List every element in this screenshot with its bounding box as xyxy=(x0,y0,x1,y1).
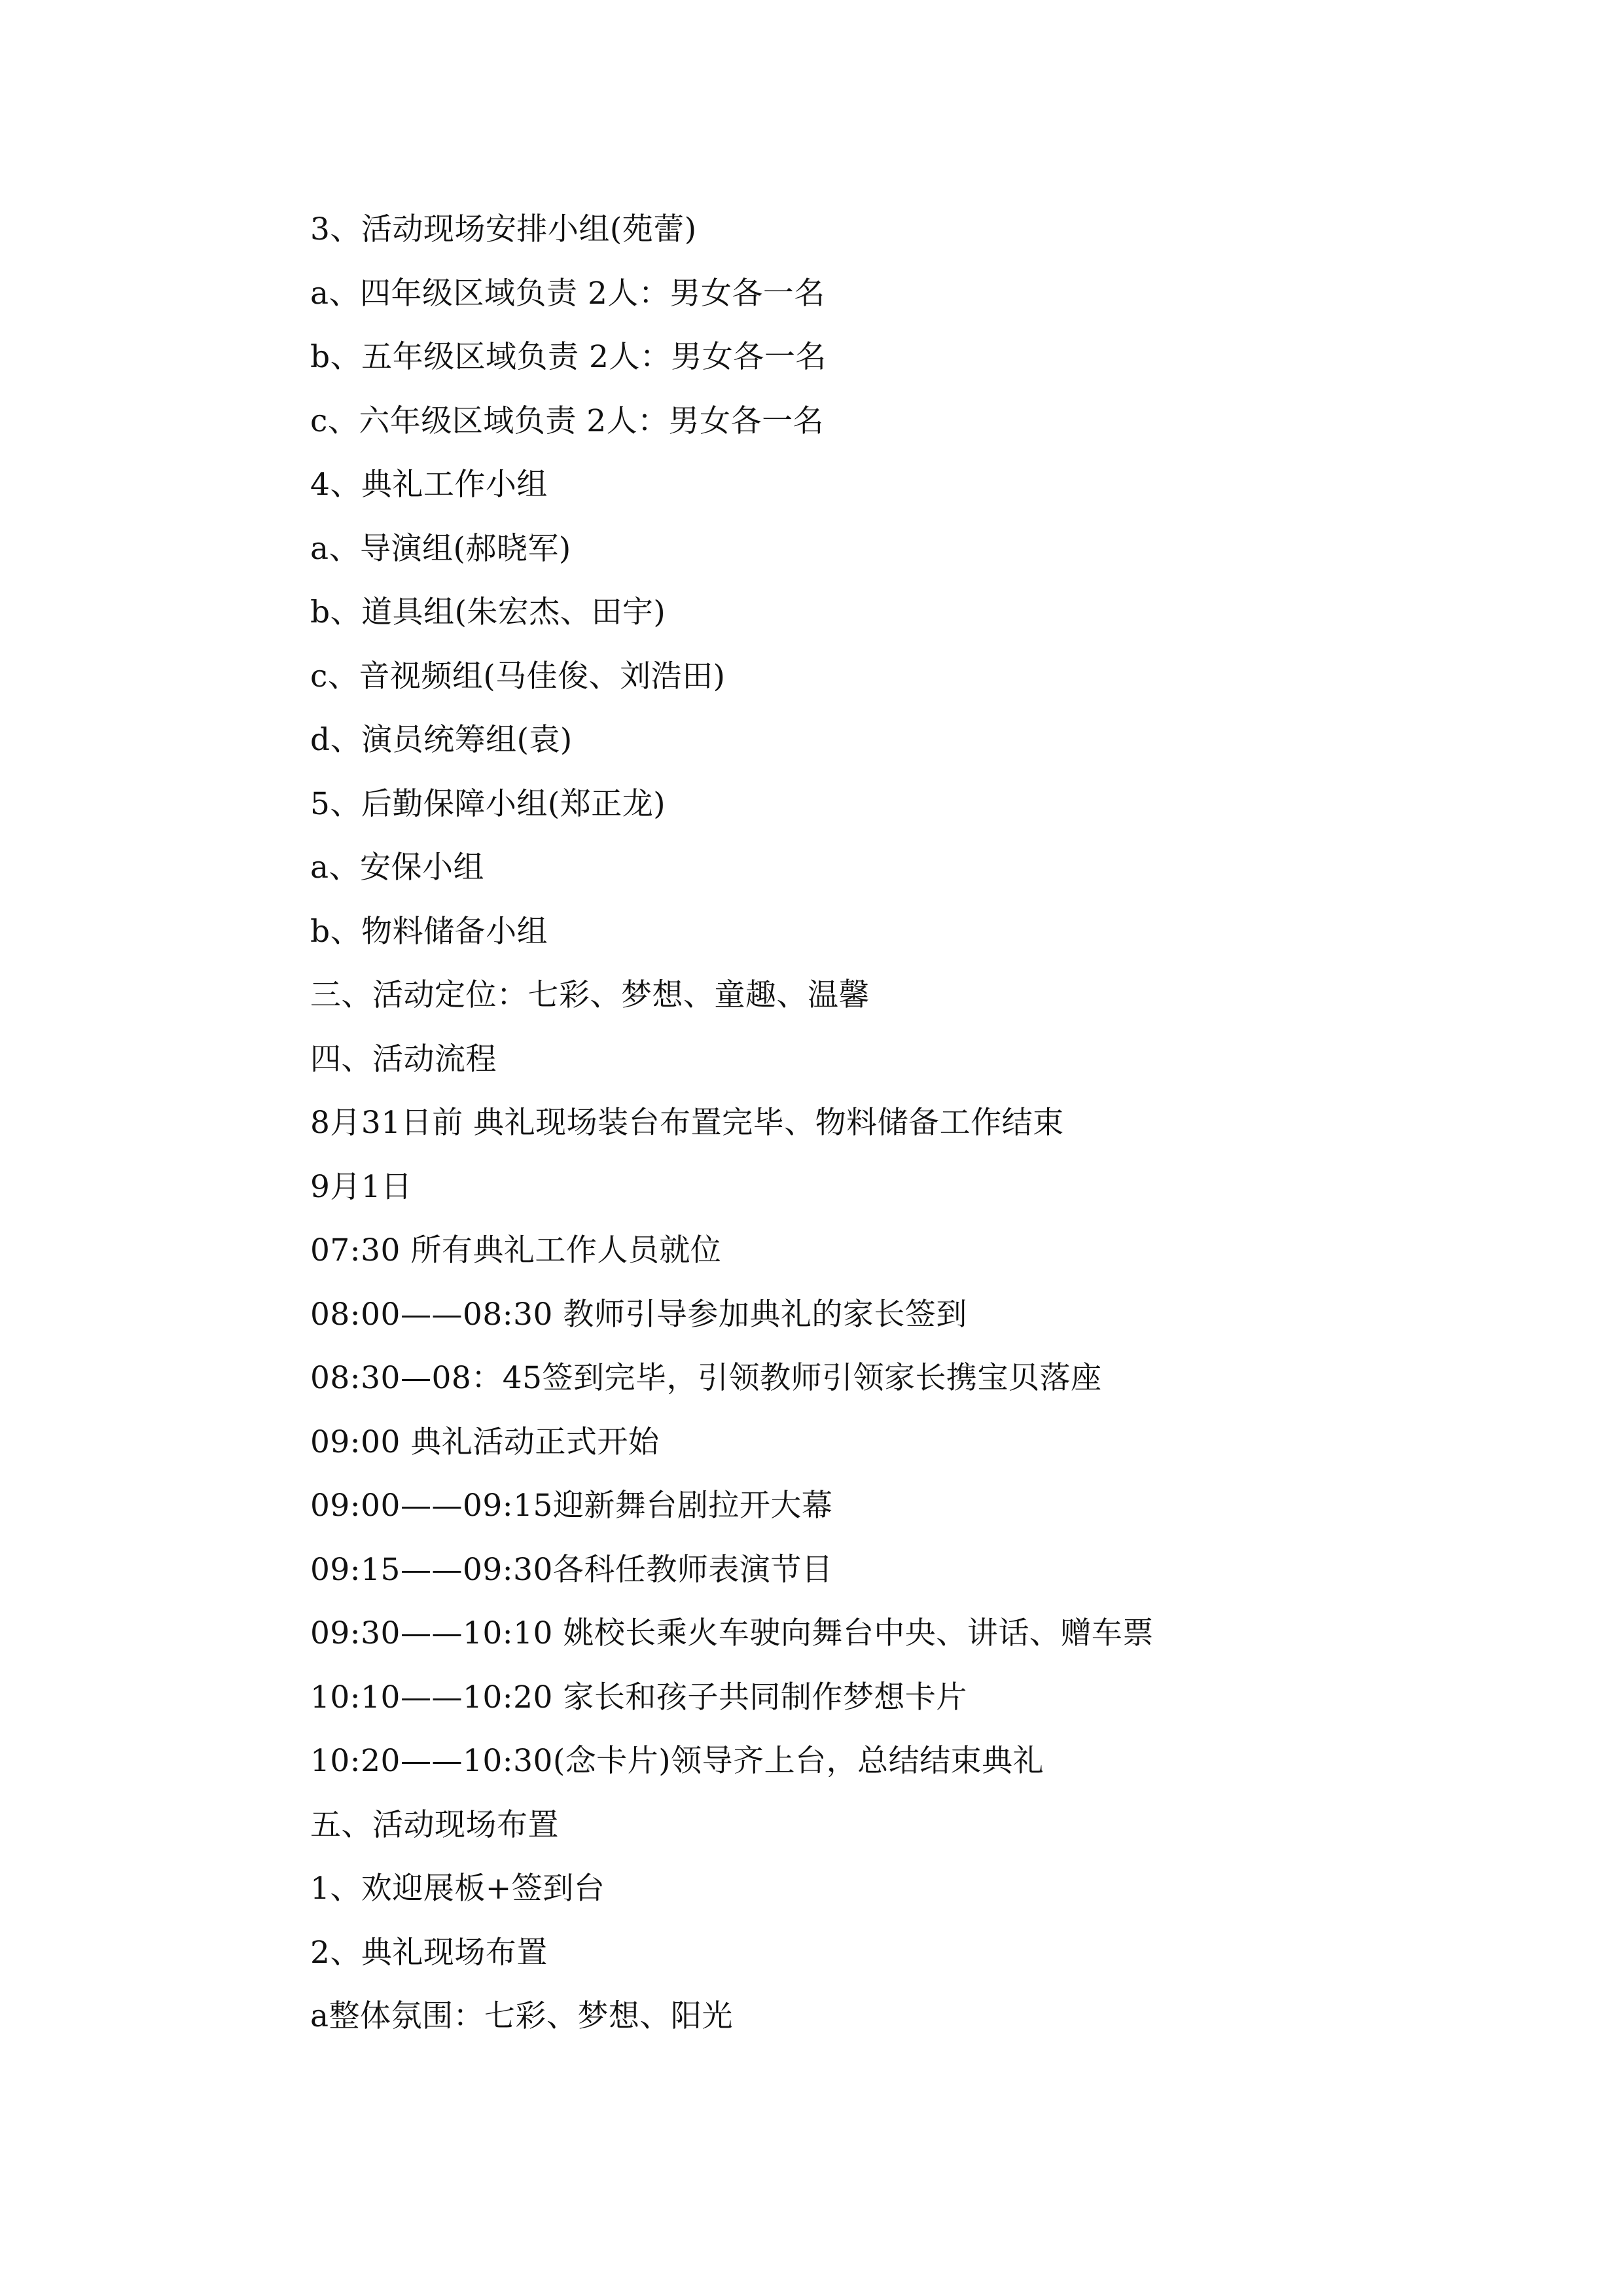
text-line: 10:10——10:20 家长和孩子共同制作梦想卡片 xyxy=(310,1679,967,1715)
document-body xyxy=(310,207,1488,2058)
text-line: 5、后勤保障小组(郑正龙) xyxy=(310,785,666,822)
text-line: c、音视频组(马佳俊、刘浩田) xyxy=(310,658,726,694)
text-line: 2、典礼现场布置 xyxy=(310,1934,548,1971)
text-line: b、五年级区域负责 2人：男女各一名 xyxy=(310,339,827,375)
text-line: 1、欢迎展板+签到台 xyxy=(310,1871,605,1907)
text-line: 四、活动流程 xyxy=(310,1041,497,1077)
text-line: b、物料储备小组 xyxy=(310,913,548,950)
text-line: 08:00——08:30 教师引导参加典礼的家长签到 xyxy=(310,1296,967,1333)
text-line: a、四年级区域负责 2人：男女各一名 xyxy=(310,275,825,312)
text-line: 3、活动现场安排小组(苑蕾) xyxy=(310,211,697,247)
text-line: a整体氛围：七彩、梦想、阳光 xyxy=(310,1998,734,2034)
text-line: 08:30—08：45签到完毕，引领教师引领家长携宝贝落座 xyxy=(310,1360,1102,1396)
text-line: d、演员统筹组(袁) xyxy=(310,722,573,758)
text-line: 09:15——09:30各科任教师表演节目 xyxy=(310,1551,833,1588)
text-line: 09:00 典礼活动正式开始 xyxy=(310,1424,660,1460)
text-line: 09:30——10:10 姚校长乘火车驶向舞台中央、讲话、赠车票 xyxy=(310,1615,1154,1651)
text-line: a、导演组(郝晓军) xyxy=(310,530,571,567)
text-line: 五、活动现场布置 xyxy=(310,1806,559,1843)
text-line: a、安保小组 xyxy=(310,850,485,886)
text-line: 09:00——09:15迎新舞台剧拉开大幕 xyxy=(310,1488,833,1524)
text-line: c、六年级区域负责 2人：男女各一名 xyxy=(310,403,825,439)
text-line: 10:20——10:30(念卡片)领导齐上台，总结结束典礼 xyxy=(310,1743,1044,1779)
text-line: b、道具组(朱宏杰、田宇) xyxy=(310,594,666,630)
text-line: 三、活动定位：七彩、梦想、童趣、温馨 xyxy=(310,977,870,1013)
text-line: 4、典礼工作小组 xyxy=(310,467,548,503)
text-line: 8月31日前 典礼现场装台布置完毕、物料储备工作结束 xyxy=(310,1105,1064,1141)
text-line: 9月1日 xyxy=(310,1168,412,1205)
text-line: 07:30 所有典礼工作人员就位 xyxy=(310,1232,722,1268)
